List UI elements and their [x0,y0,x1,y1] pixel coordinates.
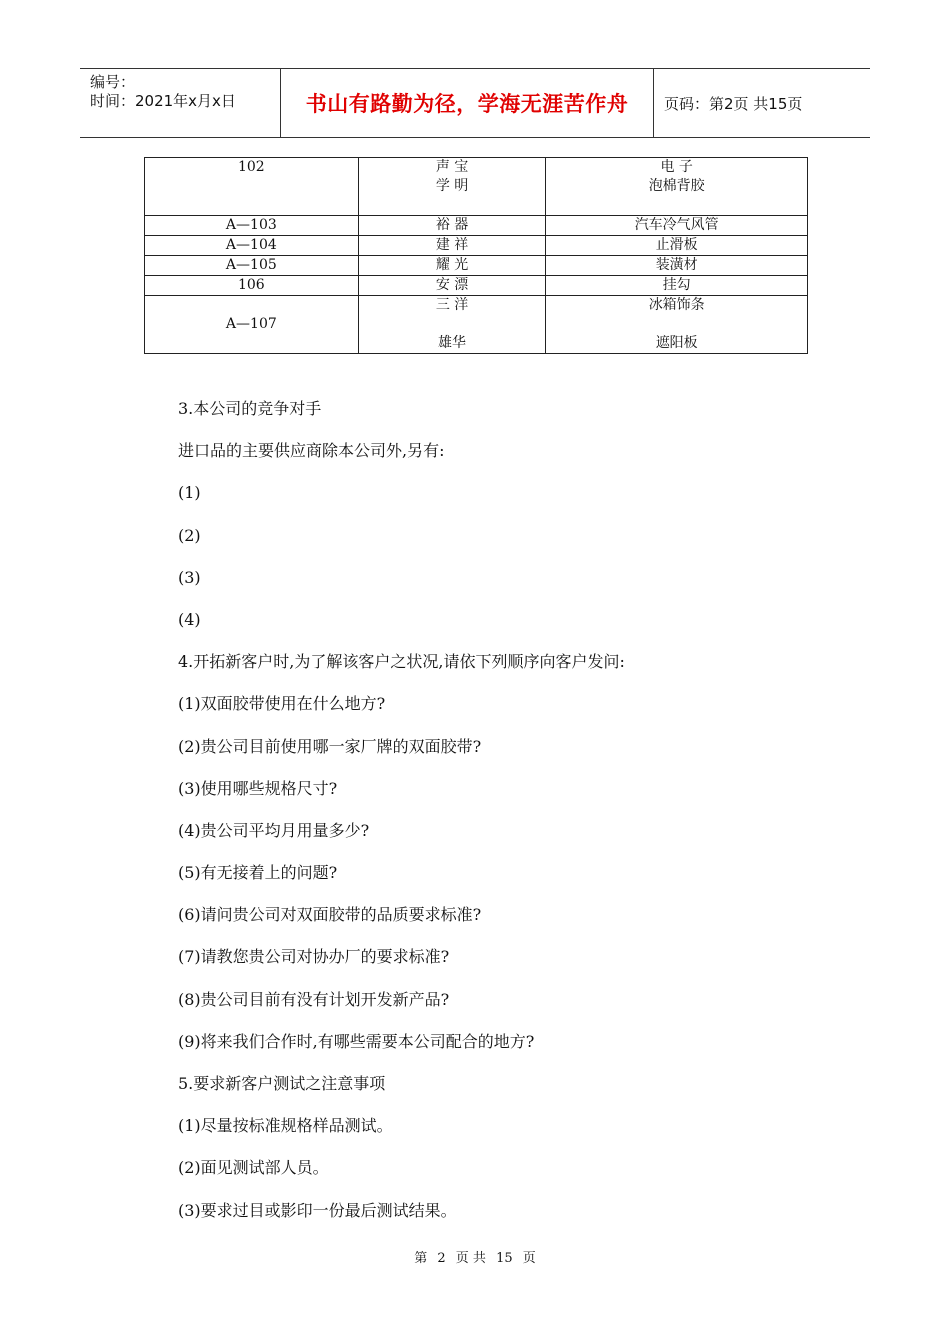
table-row [145,256,808,276]
product-cell [546,158,808,216]
brand-cell-line: 声 宝 [435,159,469,175]
brand-cell-line: 学 明 [435,178,469,194]
product-code-cell: A—105 [145,256,359,276]
paragraph: 3.本公司的竞争对手 [178,399,322,418]
paragraph: (9)将来我们合作时,有哪些需要本公司配合的地方? [178,1031,535,1051]
paragraph: (2)面见测试部人员。 [178,1158,329,1178]
paragraph: (1) [178,483,201,503]
table-row [145,158,808,216]
product-cell-line: 挂勾 [662,277,691,293]
brand-cell [358,296,546,354]
paragraph: (2) [178,525,201,545]
footer-suffix: 页 [522,1251,536,1266]
product-code-cell: A—103 [145,216,359,236]
product-cell-line: 装潢材 [655,257,698,273]
table-row [145,296,808,354]
document-body [178,393,818,1237]
product-cell [546,236,808,256]
brand-cell-line: 耀 光 [435,257,469,273]
brand-cell [358,256,546,276]
product-cell-line: 泡棉背胶 [648,178,705,194]
brand-cell-line: 裕 器 [435,217,469,233]
page-footer [0,1247,950,1266]
paragraph: (8)贵公司目前有没有计划开发新产品? [178,989,450,1009]
footer-page-number: 2 [437,1251,446,1266]
paragraph: (3)要求过目或影印一份最后测试结果。 [178,1200,457,1220]
paragraph: (2)贵公司目前使用哪一家厂牌的双面胶带? [178,736,482,756]
paragraph: (5)有无接着上的问题? [178,863,338,883]
paragraph: (7)请教您贵公司对协办厂的要求标准? [178,947,450,967]
paragraph: (1)尽量按标准规格样品测试。 [178,1116,393,1136]
brand-cell [358,216,546,236]
paragraph: 5.要求新客户测试之注意事项 [178,1074,386,1093]
header-page-indicator: 页码：第2页 共15页 [664,94,803,113]
brand-cell-line: 雄华 [438,335,467,351]
product-code-cell: A—104 [145,236,359,256]
product-cell [546,296,808,354]
product-cell-line: 止滑板 [655,237,698,253]
paragraph: (3) [178,567,201,587]
document-date-label: 时间：2021年x月x日 [90,92,236,110]
brand-cell-line: 建 祥 [435,237,469,253]
competitor-table [144,157,808,354]
product-code-cell: 106 [145,276,359,296]
product-cell [546,276,808,296]
product-code-cell: 102 [145,158,359,216]
table-row [145,216,808,236]
paragraph: (1)双面胶带使用在什么地方? [178,694,386,714]
brand-cell [358,158,546,216]
brand-cell-line: 安 漂 [435,277,469,293]
header-slogan: 书山有路勤为径，学海无涯苦作舟 [281,69,654,137]
product-cell [546,256,808,276]
paragraph: 4.开拓新客户时,为了解该客户之状况,请依下列顺序向客户发问: [178,652,625,672]
table-row [145,276,808,296]
product-cell-line: 冰箱饰条 [648,297,705,313]
header-meta [80,69,281,137]
footer-total-pages: 15 [496,1251,513,1266]
paragraph: (4)贵公司平均月用量多少? [178,820,370,840]
page-header [80,68,870,138]
paragraph: (3)使用哪些规格尺寸? [178,778,338,798]
paragraph: (4) [178,609,201,629]
table-row [145,236,808,256]
brand-cell-line: 三 洋 [435,297,469,313]
footer-prefix: 第 [414,1251,428,1266]
product-cell [546,216,808,236]
product-cell-line: 电 子 [660,159,693,175]
product-cell-line: 遮阳板 [655,335,698,351]
footer-middle: 页 共 [455,1251,486,1266]
product-cell-line: 汽车冷气风管 [634,217,719,233]
document-number-label: 编号： [90,73,136,91]
brand-cell [358,276,546,296]
product-code-cell: A—107 [145,296,359,354]
paragraph: (6)请问贵公司对双面胶带的品质要求标准? [178,905,482,925]
paragraph: 进口品的主要供应商除本公司外,另有: [178,441,445,461]
brand-cell [358,236,546,256]
